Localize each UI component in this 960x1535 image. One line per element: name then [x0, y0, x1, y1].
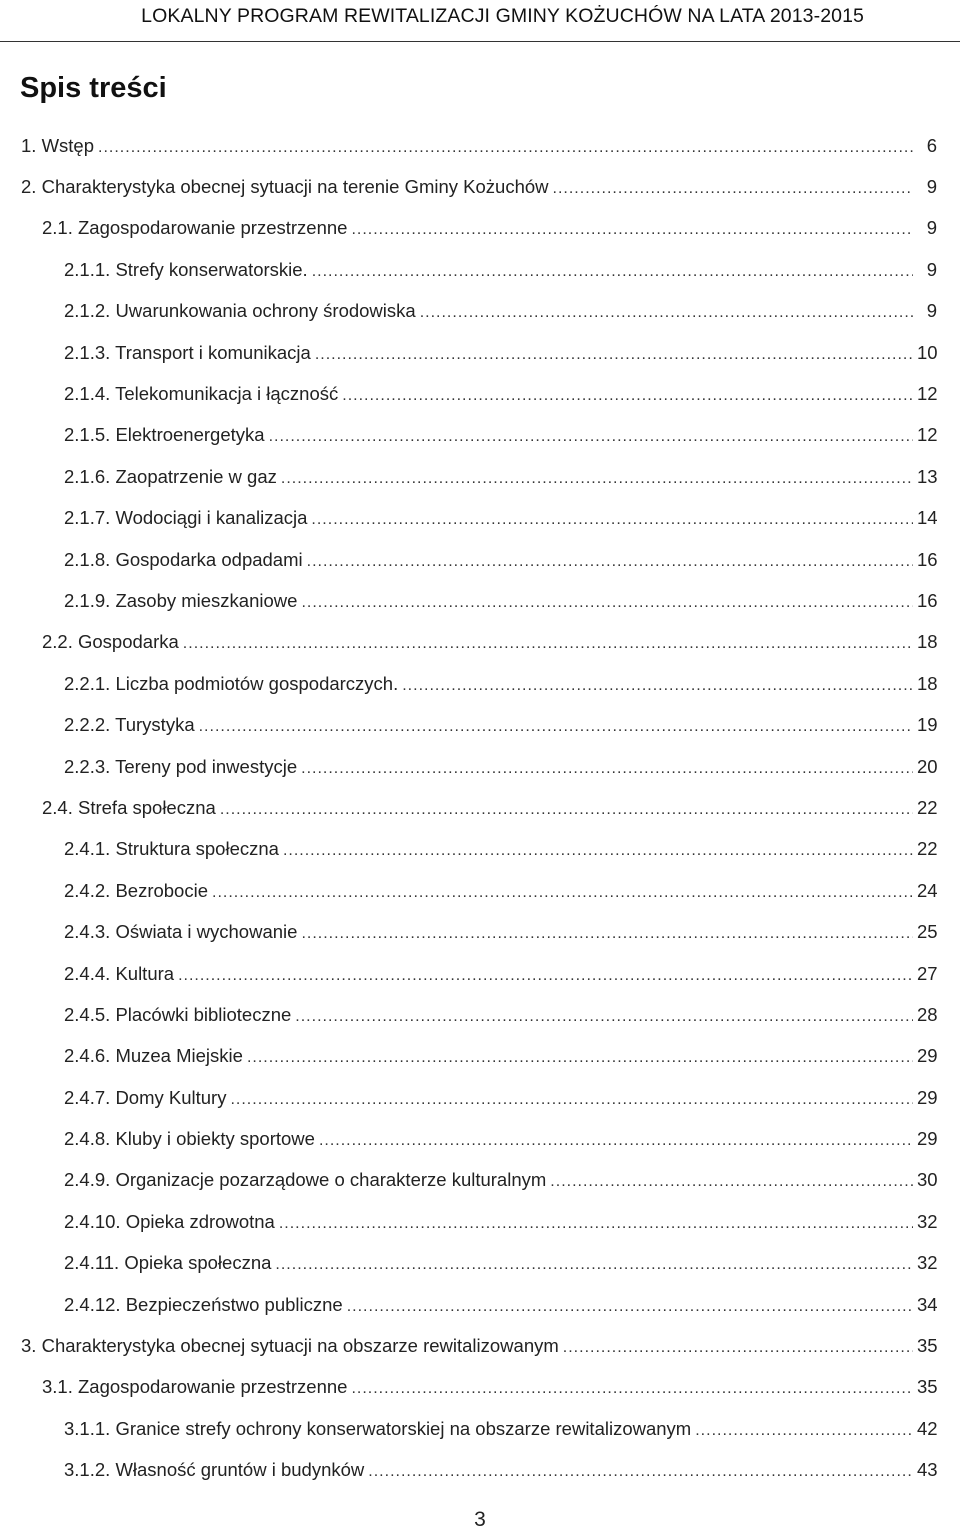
toc-entry-line [64, 673, 960, 695]
toc-entry-label [64, 921, 297, 943]
toc-dot-leader [178, 967, 913, 985]
toc-entry-number: 3. [21, 1335, 37, 1357]
toc-dot-leader [220, 801, 913, 819]
toc-entry-text: Zagospodarowanie przestrzenne [78, 1376, 348, 1398]
toc-entry-page: 43 [917, 1459, 938, 1481]
toc-entry-label [64, 590, 297, 612]
toc-entry-label [64, 1169, 546, 1191]
toc-entry[interactable] [0, 1036, 960, 1077]
toc-entry-number: 2.2.1. [64, 672, 111, 694]
toc-entry-page: 19 [917, 714, 938, 736]
toc-entry-text: Strefy konserwatorskie. [115, 258, 308, 280]
toc-entry[interactable] [0, 166, 960, 207]
toc-entry-label [64, 880, 208, 902]
toc-dot-leader [283, 842, 913, 860]
table-of-contents [0, 125, 960, 1491]
page-header [0, 0, 960, 44]
toc-entry-text: Granice strefy ochrony konserwatorskiej na obszarze rewitalizowanym [115, 1417, 692, 1439]
toc-entry-line [64, 1252, 960, 1274]
page-number: 3 [474, 1508, 486, 1531]
toc-entry-label [64, 1128, 315, 1150]
toc-entry-number: 3.1. [42, 1376, 73, 1398]
toc-entry-text: Transport i komunikacja [115, 341, 311, 363]
toc-entry-text: Uwarunkowania ochrony środowiska [115, 300, 416, 322]
toc-dot-leader [311, 511, 913, 529]
toc-entry-page: 10 [917, 341, 938, 363]
toc-entry-label [64, 1211, 275, 1233]
toc-entry-text: Strefa społeczna [78, 796, 216, 818]
toc-entry-label [64, 1087, 226, 1109]
toc-entry-number: 3.1.1. [64, 1417, 111, 1439]
toc-dot-leader [315, 346, 913, 364]
toc-entry[interactable] [0, 249, 960, 290]
toc-entry[interactable] [0, 1367, 960, 1408]
toc-dot-leader [402, 677, 913, 695]
toc-entry-page: 18 [917, 672, 938, 694]
toc-entry-text: Liczba podmiotów gospodarczych. [115, 672, 399, 694]
toc-entry-number: 2.4.12. [64, 1293, 121, 1315]
toc-entry-page: 20 [917, 755, 938, 777]
toc-entry-page: 24 [917, 879, 938, 901]
toc-entry-number: 2.4.5. [64, 1003, 111, 1025]
toc-entry-number: 2.1.8. [64, 548, 111, 570]
toc-entry-label [64, 549, 303, 571]
toc-entry-text: Gospodarka odpadami [115, 548, 303, 570]
document-title: LOKALNY PROGRAM REWITALIZACJI GMINY KOŻUCHÓW NA LATA 2013-2015 [141, 5, 864, 27]
toc-entry-text: Wstęp [41, 134, 95, 156]
toc-entry-page: 9 [926, 258, 937, 280]
toc-entry-line [64, 466, 960, 488]
toc-entry-text: Zagospodarowanie przestrzenne [78, 217, 348, 239]
toc-entry-label [64, 1294, 343, 1316]
toc-dot-leader [281, 470, 913, 488]
toc-entry-label [64, 963, 174, 985]
toc-entry-label [64, 1418, 691, 1440]
toc-entry-number: 2.4. [42, 796, 73, 818]
toc-entry-label [64, 756, 297, 778]
toc-entry-line [64, 1294, 960, 1316]
toc-entry-label [64, 259, 308, 281]
toc-entry-line [64, 424, 960, 446]
toc-entry[interactable] [0, 704, 960, 745]
toc-entry-number: 2.1. [42, 217, 73, 239]
toc-entry-label [64, 714, 195, 736]
toc-dot-leader [351, 221, 913, 239]
toc-entry-page: 35 [917, 1335, 938, 1357]
toc-entry-number: 2.1.6. [64, 465, 111, 487]
toc-entry-label [64, 507, 307, 529]
toc-entry-label [64, 1045, 243, 1067]
toc-entry[interactable] [0, 1243, 960, 1284]
toc-entry-number: 2.2. [42, 631, 73, 653]
toc-entry-label [42, 797, 216, 819]
toc-entry-label [64, 673, 398, 695]
toc-entry-page: 14 [917, 507, 938, 529]
toc-entry-text: Tereny pod inwestycje [115, 755, 298, 777]
toc-dot-leader [183, 635, 913, 653]
toc-dot-leader [247, 1049, 913, 1067]
toc-dot-leader [553, 180, 913, 198]
toc-entry-text: Placówki biblioteczne [115, 1003, 292, 1025]
toc-entry-text: Elektroenergetyka [115, 424, 265, 446]
toc-entry[interactable] [0, 1408, 960, 1449]
toc-entry-page: 12 [917, 424, 938, 446]
toc-entry-label [64, 424, 265, 446]
toc-entry-line [64, 383, 960, 405]
toc-entry-text: Charakterystyka obecnej sytuacji na terenie Gminy Kożuchów [41, 176, 549, 198]
toc-entry-line [42, 1376, 960, 1398]
toc-entry-label [64, 1459, 364, 1481]
toc-entry-page: 28 [917, 1003, 938, 1025]
toc-entry[interactable] [0, 953, 960, 994]
toc-entry[interactable] [0, 498, 960, 539]
toc-entry-text: Wodociągi i kanalizacja [115, 507, 308, 529]
toc-entry-text: Struktura społeczna [115, 838, 279, 860]
toc-entry[interactable] [0, 125, 960, 166]
toc-entry[interactable] [0, 373, 960, 414]
toc-entry-line [21, 176, 960, 198]
toc-entry-number: 2.1.4. [64, 383, 111, 405]
toc-entry-number: 2.4.3. [64, 921, 111, 943]
toc-entry-number: 2.1.2. [64, 300, 111, 322]
toc-entry[interactable] [0, 663, 960, 704]
toc-entry-label [64, 300, 416, 322]
toc-entry[interactable] [0, 994, 960, 1035]
toc-entry-text: Kluby i obiekty sportowe [115, 1128, 315, 1150]
toc-entry-number: 2.4.2. [64, 879, 111, 901]
toc-entry-label [64, 1252, 271, 1274]
toc-entry-line [64, 259, 960, 281]
toc-entry-line [21, 135, 960, 157]
toc-entry-number: 2.1.7. [64, 507, 111, 529]
toc-entry-page: 13 [917, 465, 938, 487]
toc-entry-page: 18 [917, 631, 938, 653]
toc-entry[interactable] [0, 911, 960, 952]
toc-dot-leader [342, 387, 913, 405]
toc-entry-number: 2.4.6. [64, 1045, 111, 1067]
toc-entry-label [42, 631, 179, 653]
toc-entry-text: Opieka społeczna [124, 1252, 272, 1274]
toc-entry[interactable] [0, 456, 960, 497]
toc-dot-leader [295, 1008, 913, 1026]
toc-entry[interactable] [0, 1284, 960, 1325]
toc-entry-page: 42 [917, 1417, 938, 1439]
toc-entry-line [64, 880, 960, 902]
toc-dot-leader [301, 594, 913, 612]
toc-entry[interactable] [0, 829, 960, 870]
toc-entry-page: 32 [917, 1252, 938, 1274]
toc-entry[interactable] [0, 622, 960, 663]
toc-entry-number: 2.4.10. [64, 1210, 121, 1232]
toc-dot-leader [275, 1256, 913, 1274]
toc-entry[interactable] [0, 787, 960, 828]
toc-entry[interactable] [0, 1450, 960, 1491]
toc-dot-leader [279, 1215, 913, 1233]
toc-dot-leader [368, 1463, 913, 1481]
toc-dot-leader [351, 1380, 913, 1398]
toc-entry-line [64, 342, 960, 364]
toc-entry-line [42, 631, 960, 653]
toc-entry-label [21, 176, 549, 198]
toc-entry-number: 2.1.5. [64, 424, 111, 446]
toc-entry-line [64, 1004, 960, 1026]
toc-entry-number: 2.2.2. [64, 714, 111, 736]
toc-entry[interactable] [0, 539, 960, 580]
toc-entry-number: 2.4.4. [64, 962, 111, 984]
toc-entry[interactable] [0, 870, 960, 911]
toc-entry-number: 2. [21, 176, 37, 198]
toc-entry-page: 32 [917, 1210, 938, 1232]
toc-entry[interactable] [0, 1201, 960, 1242]
toc-entry-line [64, 1128, 960, 1150]
toc-entry-label [64, 838, 279, 860]
toc-entry-line [64, 590, 960, 612]
toc-dot-leader [312, 263, 913, 281]
toc-dot-leader [550, 1173, 913, 1191]
toc-entry[interactable] [0, 291, 960, 332]
toc-entry-page: 16 [917, 548, 938, 570]
header-divider [0, 41, 960, 42]
toc-heading: Spis treści [20, 72, 167, 104]
toc-dot-leader [212, 884, 913, 902]
toc-entry-page: 12 [917, 383, 938, 405]
toc-entry-line [64, 838, 960, 860]
toc-entry-line [42, 217, 960, 239]
toc-entry-label [42, 1376, 347, 1398]
toc-entry-line [64, 1169, 960, 1191]
toc-entry[interactable] [0, 746, 960, 787]
toc-dot-leader [98, 139, 913, 157]
toc-entry-text: Własność gruntów i budynków [115, 1459, 365, 1481]
toc-entry-label [64, 383, 338, 405]
toc-dot-leader [230, 1091, 913, 1109]
toc-entry-text: Oświata i wychowanie [115, 921, 298, 943]
toc-entry-line [64, 921, 960, 943]
toc-entry-page: 22 [917, 796, 938, 818]
toc-entry-number: 2.4.8. [64, 1128, 111, 1150]
toc-entry-text: Turystyka [115, 714, 195, 736]
toc-entry-text: Zasoby mieszkaniowe [115, 589, 298, 611]
toc-entry-number: 2.2.3. [64, 755, 111, 777]
toc-entry-label [64, 1004, 291, 1026]
toc-entry[interactable] [0, 580, 960, 621]
toc-entry-number: 2.1.1. [64, 258, 111, 280]
toc-entry[interactable] [0, 1160, 960, 1201]
toc-entry-line [64, 963, 960, 985]
toc-entry-line [64, 1459, 960, 1481]
toc-entry[interactable] [0, 1325, 960, 1366]
toc-entry-page: 30 [917, 1169, 938, 1191]
toc-dot-leader [199, 718, 913, 736]
toc-entry-line [64, 549, 960, 571]
toc-entry-number: 3.1.2. [64, 1459, 111, 1481]
toc-entry-text: Opieka zdrowotna [125, 1210, 275, 1232]
toc-entry[interactable] [0, 208, 960, 249]
toc-entry-label [21, 1335, 559, 1357]
toc-dot-leader [301, 760, 913, 778]
toc-entry-line [64, 1418, 960, 1440]
toc-entry-page: 22 [917, 838, 938, 860]
toc-entry-number: 2.1.3. [64, 341, 111, 363]
toc-entry-line [64, 1087, 960, 1109]
toc-entry-line [64, 1045, 960, 1067]
toc-entry-text: Domy Kultury [115, 1086, 227, 1108]
toc-entry-label [64, 466, 277, 488]
toc-dot-leader [695, 1422, 913, 1440]
toc-entry-text: Telekomunikacja i łączność [115, 383, 339, 405]
toc-entry-page: 6 [926, 134, 937, 156]
toc-dot-leader [319, 1132, 913, 1150]
toc-entry-page: 16 [917, 589, 938, 611]
toc-dot-leader [347, 1298, 913, 1316]
toc-dot-leader [563, 1339, 913, 1357]
toc-entry-label [64, 342, 311, 364]
toc-dot-leader [301, 925, 913, 943]
toc-entry-text: Bezrobocie [115, 879, 208, 901]
toc-entry-page: 35 [917, 1376, 938, 1398]
toc-entry-text: Gospodarka [78, 631, 179, 653]
toc-entry-number: 2.4.7. [64, 1086, 111, 1108]
toc-entry-page: 25 [917, 921, 938, 943]
toc-entry-page: 27 [917, 962, 938, 984]
toc-entry-line [64, 507, 960, 529]
toc-entry-page: 9 [926, 217, 937, 239]
toc-entry-text: Muzea Miejskie [115, 1045, 243, 1067]
toc-entry-page: 9 [926, 300, 937, 322]
toc-entry[interactable] [0, 1077, 960, 1118]
toc-entry-text: Kultura [115, 962, 175, 984]
toc-dot-leader [269, 428, 913, 446]
toc-entry-line [64, 300, 960, 322]
toc-entry-label [21, 135, 94, 157]
toc-entry[interactable] [0, 1118, 960, 1159]
toc-entry-number: 2.4.11. [64, 1252, 120, 1274]
toc-entry-page: 34 [917, 1293, 938, 1315]
toc-entry-text: Charakterystyka obecnej sytuacji na obszarze rewitalizowanym [41, 1335, 559, 1357]
toc-entry-number: 2.4.9. [64, 1169, 111, 1191]
toc-entry-label [42, 217, 347, 239]
toc-entry-page: 29 [917, 1045, 938, 1067]
toc-entry-text: Organizacje pozarządowe o charakterze kulturalnym [115, 1169, 547, 1191]
toc-entry[interactable] [0, 415, 960, 456]
toc-entry-text: Zaopatrzenie w gaz [115, 465, 277, 487]
toc-entry-line [21, 1335, 960, 1357]
toc-entry-line [64, 756, 960, 778]
toc-dot-leader [307, 553, 913, 571]
toc-entry-line [42, 797, 960, 819]
toc-entry[interactable] [0, 332, 960, 373]
toc-entry-line [64, 714, 960, 736]
toc-entry-text: Bezpieczeństwo publiczne [125, 1293, 343, 1315]
toc-dot-leader [420, 304, 913, 322]
toc-entry-number: 2.4.1. [64, 838, 111, 860]
toc-entry-page: 29 [917, 1086, 938, 1108]
toc-entry-page: 9 [926, 176, 937, 198]
toc-entry-number: 2.1.9. [64, 589, 111, 611]
toc-entry-line [64, 1211, 960, 1233]
toc-entry-number: 1. [21, 134, 37, 156]
toc-entry-page: 29 [917, 1128, 938, 1150]
